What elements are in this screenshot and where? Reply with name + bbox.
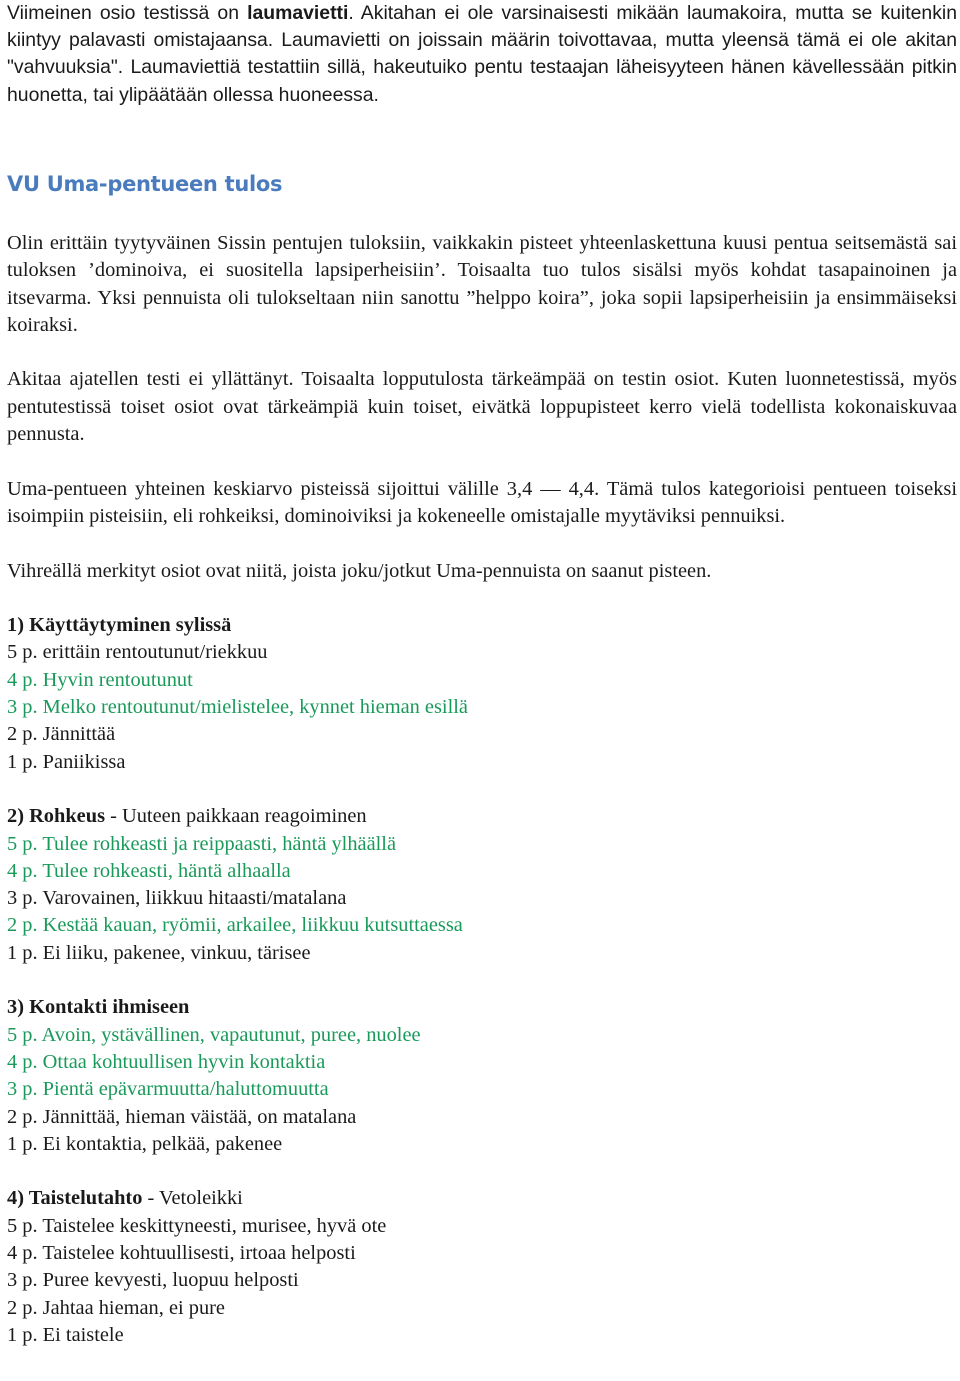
- score-item: 2 p. Jahtaa hieman, ei pure: [7, 1296, 225, 1319]
- section-title-bold: 3) Kontakti ihmiseen: [7, 996, 190, 1019]
- scoring-section-4: [7, 1185, 957, 1349]
- scoring-section-3: [7, 994, 957, 1158]
- score-item: 4 p. Hyvin rentoutunut: [7, 668, 193, 691]
- score-item: 3 p. Puree kevyesti, luopuu helposti: [7, 1269, 299, 1292]
- results-body: [7, 230, 957, 1376]
- intro-post: . Akitahan ei ole varsinaisesti mikään laumakoira, mutta se kuitenkin kiintyy palavasti omistajaansa. Laumavietti on joissain määrin toivottavaa, mutta yleensä tämä ei ole akitan "vahvuuksia". Laumaviettiä testattiin sillä, hakeutuiko pentu testaajan läheisyyteen hänen kävellessään pitkin huonetta, tai ylipäätään ollessa huoneessa.: [7, 2, 957, 106]
- score-item: 5 p. Taistelee keskittyneesti, murisee, hyvä ote: [7, 1214, 387, 1237]
- intro-pre: Viimeinen osio testissä on: [7, 2, 248, 24]
- section-title-bold: 1) Käyttäytyminen sylissä: [7, 614, 232, 637]
- score-item: 1 p. Paniikissa: [7, 750, 126, 773]
- score-item: 4 p. Ottaa kohtuullisen hyvin kontaktia: [7, 1050, 326, 1073]
- intro-paragraph: [7, 0, 957, 109]
- scoring-section-1: [7, 612, 957, 776]
- section-title-bold: 4) Taistelutahto: [7, 1187, 143, 1210]
- section-title-rest: - Vetoleikki: [142, 1187, 243, 1210]
- score-item: 1 p. Ei liiku, pakenee, vinkuu, tärisee: [7, 941, 311, 964]
- section-title-bold: 2) Rohkeus: [7, 805, 106, 828]
- section-title: [7, 612, 957, 639]
- section-title-rest: - Uuteen paikkaan reagoiminen: [105, 805, 367, 828]
- score-item: 2 p. Kestää kauan, ryömii, arkailee, liikkuu kutsuttaessa: [7, 914, 463, 937]
- intro-bold-term: laumavietti: [247, 2, 349, 24]
- scoring-section-2: [7, 803, 957, 967]
- score-item: 3 p. Melko rentoutunut/mielistelee, kynnet hieman esillä: [7, 696, 468, 719]
- score-item: 4 p. Tulee rohkeasti, häntä alhaalla: [7, 859, 291, 882]
- section-title: [7, 1185, 957, 1212]
- document-page: [7, 0, 957, 1346]
- score-item: 5 p. Tulee rohkeasti ja reippaasti, häntä ylhäällä: [7, 832, 397, 855]
- paragraph-3: Uma-pentueen yhteinen keskiarvo pisteissä sijoittui välille 3,4 — 4,4. Tämä tulos kategorioisi pentueen toiseksi isoimpiin pisteisiin, eli rohkeiksi, dominoiviksi ja kokeneelle omistajalle myytäviksi pennuiksi.: [7, 477, 957, 527]
- score-item: 5 p. erittäin rentoutunut/riekkuu: [7, 641, 268, 664]
- score-item: 1 p. Ei taistele: [7, 1323, 124, 1346]
- score-item: 3 p. Pientä epävarmuutta/haluttomuutta: [7, 1078, 329, 1101]
- score-item: 3 p. Varovainen, liikkuu hitaasti/matalana: [7, 887, 347, 910]
- section-heading: VU Uma-pentueen tulos: [7, 172, 283, 196]
- section-title: [7, 803, 957, 830]
- section-title: [7, 994, 957, 1021]
- score-item: 4 p. Taistelee kohtuullisesti, irtoaa helposti: [7, 1241, 356, 1264]
- paragraph-legend-note: Vihreällä merkityt osiot ovat niitä, joista joku/jotkut Uma-pennuista on saanut pisteen.: [7, 559, 712, 582]
- paragraph-2: Akitaa ajatellen testi ei yllättänyt. Toisaalta lopputulosta tärkeämpää on testin osiot. Kuten luonnetestissä, myös pentutestissä toiset osiot ovat tärkeämpiä kuin toiset, eivätkä loppupisteet kerro vielä todellista kokonaiskuvaa pennusta.: [7, 368, 957, 446]
- paragraph-1: Olin erittäin tyytyväinen Sissin pentujen tuloksiin, vaikkakin pisteet yhteenlaskettuna kuusi pentua seitsemästä sai tuloksen ’dominoiva, ei suositella lapsiperheisiin’. Toisaalta tuo tulos sisälsi myös kohdat tasapainoinen ja itsevarma. Yksi pennuista oli tulokseltaan niin sanottu ”helppo koira”, joka sopii lapsiperheisiin ja ensimmäiseksi koiraksi.: [7, 232, 957, 336]
- score-item: 2 p. Jännittää, hieman väistää, on matalana: [7, 1105, 357, 1128]
- score-item: 5 p. Avoin, ystävällinen, vapautunut, puree, nuolee: [7, 1023, 421, 1046]
- score-item: 1 p. Ei kontaktia, pelkää, pakenee: [7, 1132, 283, 1155]
- score-item: 2 p. Jännittää: [7, 723, 116, 746]
